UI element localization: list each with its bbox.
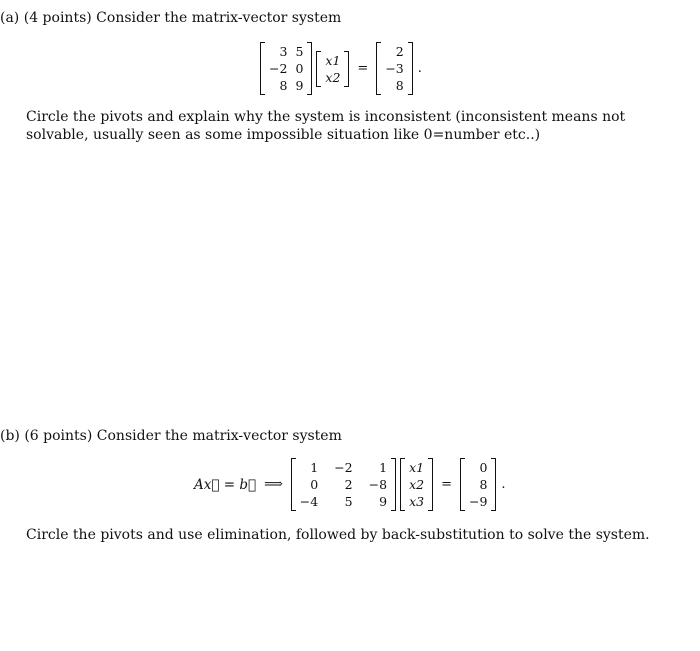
period: . xyxy=(417,61,422,76)
part-b-coefficient-matrix xyxy=(291,458,396,511)
part-a-variable-vector xyxy=(316,51,349,87)
vector-entry: 8 xyxy=(395,78,404,93)
part-a-label: (a) xyxy=(0,10,20,26)
vector-entry: −3 xyxy=(385,61,404,76)
vector-entry: 8 xyxy=(479,477,488,492)
vector-entry: 0 xyxy=(479,460,488,475)
part-b-intro: Consider the matrix-vector system xyxy=(96,428,342,444)
matrix-entry: 8 xyxy=(279,78,288,93)
part-b-rhs-vector xyxy=(460,458,496,511)
matrix-entry: 1 xyxy=(379,460,388,475)
part-b-lhs: Ax⃗ = b⃗ xyxy=(194,476,257,493)
part-b-label: (b) xyxy=(0,428,20,444)
matrix-entry: 2 xyxy=(344,477,353,492)
part-b-variable-vector xyxy=(400,458,433,511)
implies-arrow: ⟹ xyxy=(264,477,283,492)
part-a-header xyxy=(0,9,341,27)
vector-entry: 2 xyxy=(395,44,404,59)
part-a-equation xyxy=(260,42,422,95)
part-a-intro: Consider the matrix-vector system xyxy=(96,10,342,26)
matrix-entry: 1 xyxy=(310,460,319,475)
equals-sign: = xyxy=(441,477,452,492)
matrix-column xyxy=(321,52,344,86)
matrix-entry: 0 xyxy=(295,61,304,76)
matrix-entry: 9 xyxy=(295,78,304,93)
matrix-entry: −2 xyxy=(269,61,288,76)
matrix-column xyxy=(405,459,428,510)
matrix-entry: 5 xyxy=(295,44,304,59)
part-a-points: (4 points) xyxy=(23,10,92,26)
part-a-instruction: Circle the pivots and explain why the system is inconsistent (inconsistent means not solvable, usually seen as some impossible situation like 0=number etc..) xyxy=(26,109,626,143)
matrix-entry: −8 xyxy=(368,477,388,492)
matrix-entry: −2 xyxy=(334,460,353,475)
part-a-rhs-vector xyxy=(376,42,412,95)
vector-entry: −9 xyxy=(468,494,488,509)
matrix-column xyxy=(291,43,307,94)
matrix-entry: 3 xyxy=(279,44,288,59)
matrix-entry: 0 xyxy=(310,477,319,492)
part-b-equation xyxy=(194,458,506,511)
part-b-instruction: Circle the pivots and use elimination, followed by back-substitution to solve the system. xyxy=(26,527,650,543)
matrix-column xyxy=(357,459,391,510)
period: . xyxy=(501,477,506,492)
matrix-entry: −4 xyxy=(299,494,319,509)
matrix-column xyxy=(296,459,322,510)
matrix-column xyxy=(381,43,407,94)
part-a-coefficient-matrix xyxy=(260,42,312,95)
matrix-column xyxy=(265,43,291,94)
matrix-column xyxy=(465,459,491,510)
part-b-header xyxy=(0,427,342,445)
equals-sign: = xyxy=(357,61,369,76)
matrix-column xyxy=(322,459,356,510)
matrix-entry: 9 xyxy=(379,494,388,509)
vector-entry: x3 xyxy=(409,494,425,509)
vector-entry: x2 xyxy=(409,477,425,492)
part-b-points: (6 points) xyxy=(24,428,93,444)
vector-entry: x1 xyxy=(409,460,425,475)
vector-entry: x2 xyxy=(325,69,341,85)
vector-entry: x1 xyxy=(325,52,341,68)
matrix-entry: 5 xyxy=(344,494,353,509)
